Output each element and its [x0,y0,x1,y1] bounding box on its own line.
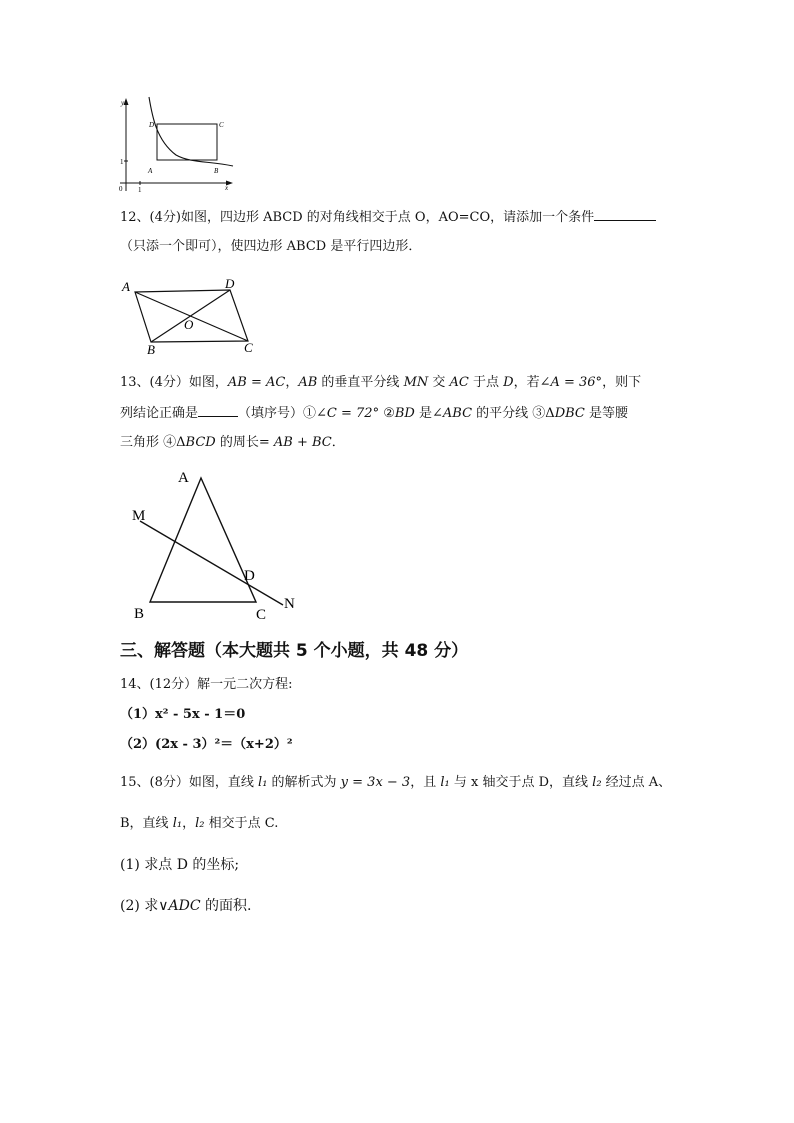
q15-text: (2) 求 [120,898,159,914]
q13-text: 的垂直平分线 [317,375,404,390]
label-y: y [121,99,125,107]
section-3-title: 三、解答题（本大题共 5 个小题，共 48 分） [120,641,469,661]
label-tick-x: 1 [138,186,142,194]
q13-angle-a: A = 36° [550,375,603,390]
label-B: B [214,167,219,175]
q13-text: 的平分线 ③Δ [472,406,555,421]
label-D: D [149,121,155,129]
q13-answer-blank[interactable] [198,404,238,417]
rectangle-abcd [157,124,217,160]
q13-text: 是等腰 [584,406,628,421]
q15-line-2 [120,815,278,833]
label-O: O [184,317,194,332]
q15-part-2 [120,897,251,915]
label-B: B [147,342,155,357]
label-C: C [219,121,224,129]
q13-text: ，若∠ [513,375,551,390]
q13-angle-c: C = 72° [326,406,380,421]
q14-part-1: （1）x² - 5x - 1＝0 [120,707,246,722]
q15-triangle-adc: ∨ADC [158,898,201,914]
q15-line-l1: l₁ [440,775,450,790]
q13-text: 13、(4分）如图， [120,375,228,390]
hyperbola-curve [149,97,233,166]
label-M: M [132,508,146,524]
q14-part-2: （2）(2x - 3）²＝（x+2）² [120,737,293,752]
q13-angle-abc: ABC [442,406,473,421]
q13-seg-bd: BD [394,406,415,421]
q13-line-3 [120,434,345,452]
q15-line-l2: l₂ [592,775,602,790]
triangle-abc [150,478,256,602]
q12-line-2: （只添一个即可），使四边形 ABCD 是平行四边形． [120,239,422,254]
q15-text: 的面积. [200,898,252,914]
q15-line-l2: l₂ [195,816,205,831]
q13-text: ． [331,435,345,450]
q13-text: ，则下 [602,375,642,390]
q15-text: 15、(8分）如图，直线 [120,775,259,790]
q12-line-1 [120,208,656,227]
line-mn [140,521,283,605]
label-C: C [256,607,267,622]
q14-stem: 14、(12分）解一元二次方程: [120,677,293,692]
q15-part-1: (1) 求点 D 的坐标; [120,857,240,873]
q13-point-d: D [503,375,514,390]
q13-text: 列结论正确是 [120,406,199,421]
label-C: C [244,340,253,355]
y-axis-arrow [124,98,129,105]
q13-text: ， [285,375,299,390]
label-B: B [134,606,145,622]
q15-text: ， [182,816,196,831]
q13-text: ② [379,406,395,421]
q12-text: 12、(4分)如图，四边形 ABCD 的对角线相交于点 O，AO=CO，请添加一个条件 [120,210,595,225]
q15-text: B，直线 [120,816,173,831]
q15-text: 相交于点 C. [204,816,279,831]
label-A: A [122,279,130,294]
parallelogram-figure [118,274,268,360]
q13-eq-ab-ac: AB = AC [227,375,286,390]
q13-text: 三角形 ④Δ [120,435,186,450]
q15-text: ，且 [410,775,441,790]
label-A: A [178,470,189,486]
q13-text: 交 [428,375,450,390]
label-tick-y: 1 [120,158,124,166]
q13-text: 的周长= [215,435,274,450]
q12-answer-blank[interactable] [594,208,656,221]
q13-text: 于点 [468,375,504,390]
diagonal-bd [151,290,230,342]
label-D: D [244,568,255,584]
q15-text: 经过点 A、 [601,775,672,790]
q15-line-l1: l₁ [172,816,183,831]
q13-line-mn: MN [403,375,429,390]
q13-line-1 [120,374,641,392]
label-x: x [225,184,229,192]
label-origin: 0 [119,185,123,193]
q13-seg-ac: AC [449,375,469,390]
q13-tri-dbc: DBC [554,406,585,421]
q13-sum: AB + BC [273,435,332,450]
label-A: A [148,167,153,175]
q13-text: 是∠ [414,406,443,421]
q13-tri-bcd: BCD [185,435,216,450]
q13-text: （填序号）①∠ [238,406,327,421]
label-N: N [284,596,295,612]
q13-seg-ab: AB [298,375,318,390]
isosceles-triangle-figure [120,462,310,622]
q15-equation: y = 3x − 3 [340,775,411,790]
hyperbola-rectangle-figure [112,95,237,195]
q15-text: 的解析式为 [267,775,341,790]
q13-line-2 [120,404,628,423]
q15-line-1 [120,774,671,792]
label-D: D [225,276,235,291]
q15-line-l1: l₁ [258,775,268,790]
q15-text: 与 x 轴交于点 D，直线 [449,775,593,790]
